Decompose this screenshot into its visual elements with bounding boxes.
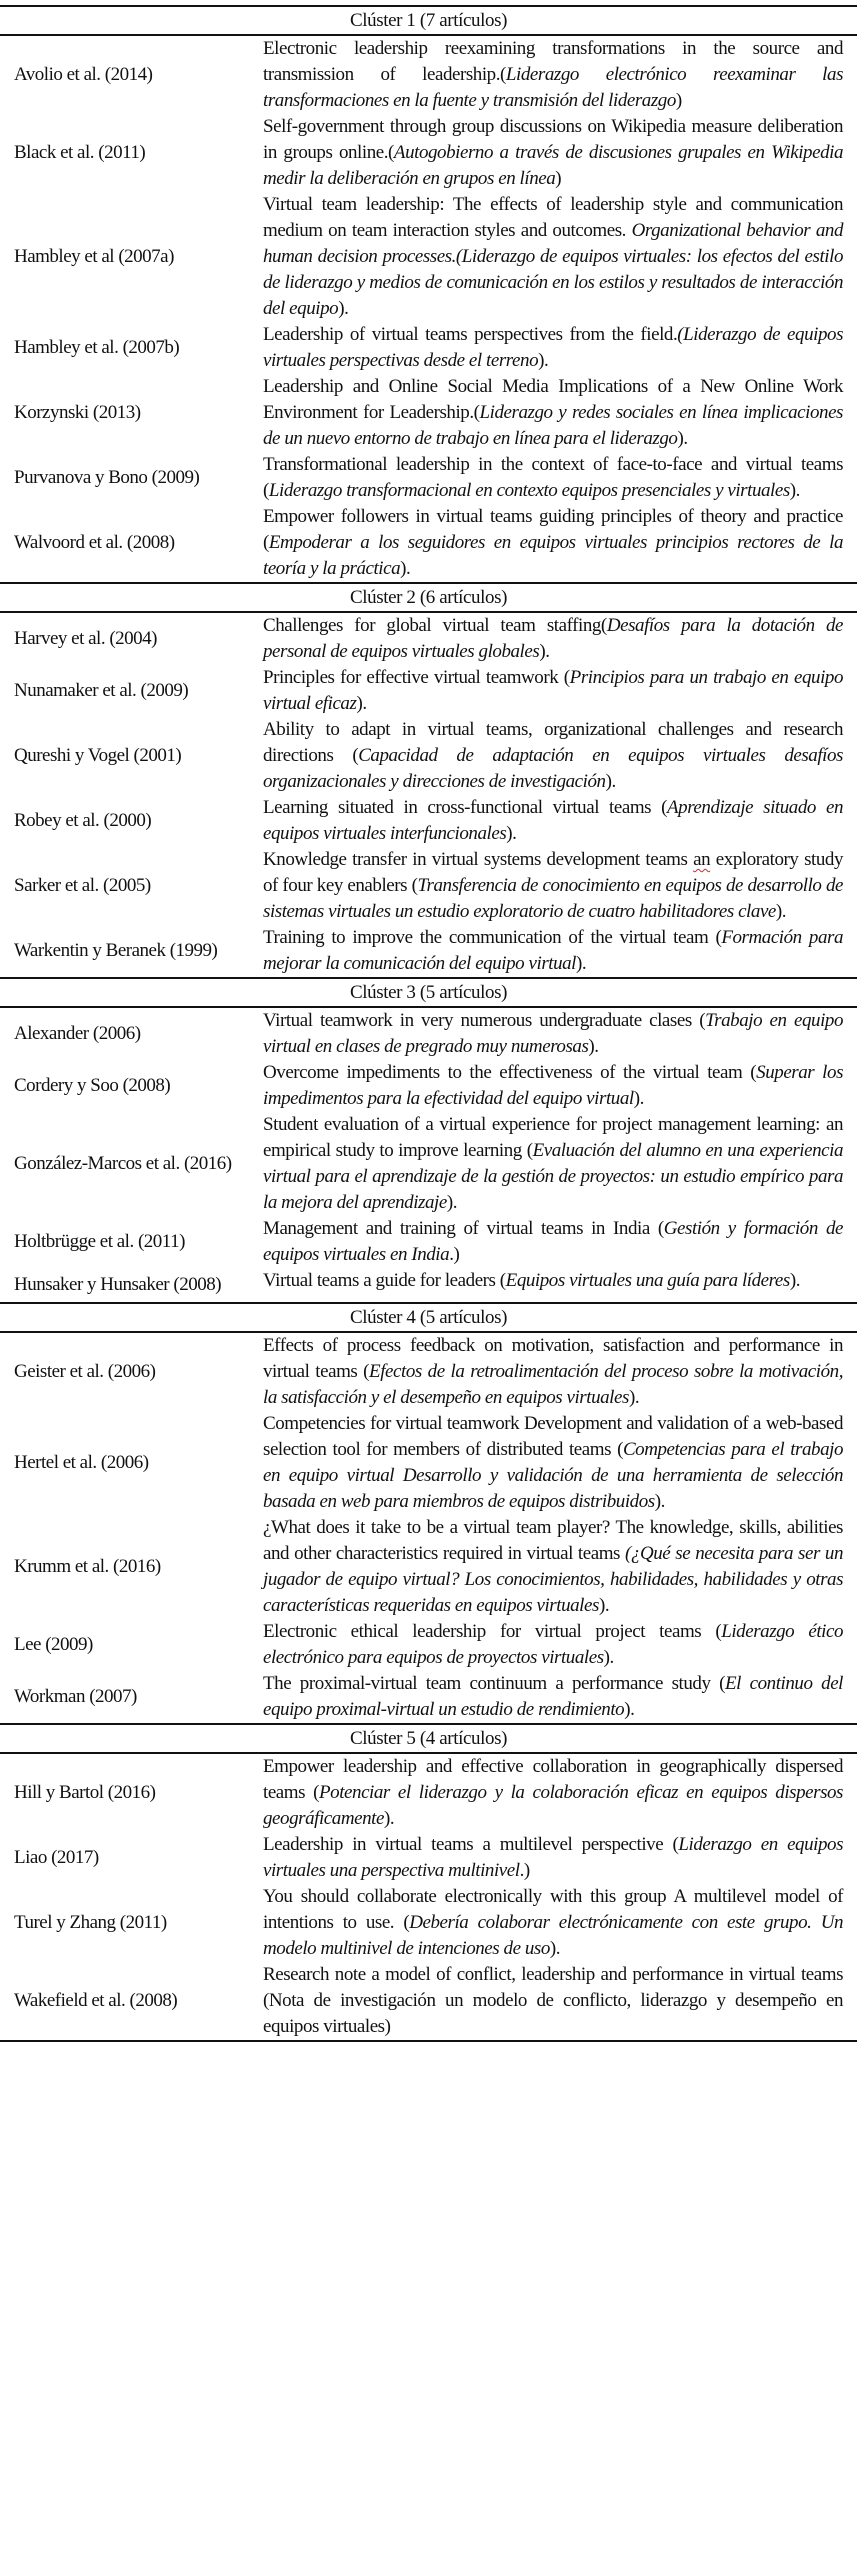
title-spanish: Liderazgo ético electrónico para equipos de proyectos virtuales (263, 1621, 844, 1668)
title-english: You should collaborate electronically with this group A multilevel model of intentions to use. ( (263, 1886, 844, 1933)
cluster-table-body (0, 6, 857, 2041)
title-tail: ). (588, 1036, 599, 1057)
article-author: Lee (2009) (14, 1634, 93, 1655)
article-row (0, 795, 857, 847)
article-title (257, 452, 857, 504)
article-title (257, 847, 857, 925)
article-row (0, 665, 857, 717)
title-spanish: Competencias para el trabajo en equipo virtual Desarrollo y validación de una herramienta de selección basada en web para miembros de equipos distribuidos (263, 1439, 844, 1512)
article-row (0, 925, 857, 978)
article-row (0, 192, 857, 322)
title-tail: .) (519, 1860, 530, 1881)
title-tail: ). (677, 428, 688, 449)
title-tail: ). (605, 771, 616, 792)
title-english: The proximal-virtual team continuum a performance study ( (263, 1673, 726, 1694)
title-spanish: Principios para un trabajo en equipo virtual eficaz (263, 667, 844, 714)
title-spanish: Trabajo en equipo virtual en clases de pregrado muy numerosas (263, 1010, 844, 1057)
article-author: Avolio et al. (2014) (14, 64, 153, 85)
article-row (0, 1007, 857, 1060)
title-tail: ). (775, 901, 787, 922)
article-author: Korzynski (2013) (14, 402, 141, 423)
article-author: Hill y Bartol (2016) (14, 1782, 156, 1803)
cluster-table (0, 5, 857, 2042)
article-author: Turel y Zhang (2011) (14, 1912, 167, 1933)
article-title (257, 1832, 857, 1884)
title-english: Electronic leadership reexamining transformations in the source and transmission of leadership.( (263, 38, 844, 85)
article-author: Robey et al. (2000) (14, 810, 152, 831)
title-tail: ). (789, 480, 800, 501)
title-tail: ). (654, 1491, 665, 1512)
title-english: Challenges for global virtual team staffing( (263, 615, 607, 636)
title-spanish: Debería colaborar electrónicamente con este grupo. Un modelo multinivel de intenciones de uso (263, 1912, 844, 1959)
title-english: Ability to adapt in virtual teams, organizational challenges and research directions ( (263, 719, 844, 766)
title-tail: ). (338, 298, 349, 319)
title-spanish: Equipos virtuales una guía para líderes (505, 1270, 790, 1291)
title-spanish: Autogobierno a través de discusiones grupales en Wikipedia medir la deliberación en grupos en línea (263, 142, 844, 189)
title-english: Empower leadership and effective collaboration in geographically dispersed teams ( (263, 1756, 844, 1803)
article-author: Sarker et al. (2005) (14, 875, 151, 896)
cluster-header-row (0, 1724, 857, 1753)
article-row (0, 1411, 857, 1515)
article-author: Geister et al. (2006) (14, 1361, 156, 1382)
article-title (257, 1619, 857, 1671)
cluster-header: Clúster 2 (6 artículos) (0, 583, 857, 612)
title-english: Leadership and Online Social Media Implications of a New Online Work Environment for Leadership.( (263, 376, 844, 423)
title-english: Effects of process feedback on motivation, satisfaction and performance in virtual teams ( (263, 1335, 844, 1382)
title-spanish: Liderazgo electrónico reexaminar las transformaciones en la fuente y transmisión del liderazgo (263, 64, 844, 111)
article-row (0, 1060, 857, 1112)
title-english-pre: Knowledge transfer in virtual systems development teams (263, 849, 694, 870)
article-title (257, 1753, 857, 1832)
cluster-header-row (0, 6, 857, 35)
title-spanish: Aprendizaje situado en equipos virtuales interfuncionales (263, 797, 843, 844)
article-title (257, 665, 857, 717)
article-row (0, 612, 857, 665)
title-english: ¿What does it take to be a virtual team player? The knowledge, skills, abilities and other characteristics required in virtual teams (263, 1517, 844, 1564)
cluster-header: Clúster 1 (7 artículos) (0, 6, 857, 35)
title-spanish: Liderazgo transformacional en contexto equipos presenciales y virtuales (268, 480, 790, 501)
article-author: Hertel et al. (2006) (14, 1452, 149, 1473)
title-tail: ). (598, 1595, 610, 1616)
title-spanish: Desafíos para la dotación de personal de equipos virtuales globales (263, 615, 844, 662)
title-english: Electronic ethical leadership for virtual project teams ( (263, 1621, 722, 1642)
article-row (0, 1515, 857, 1619)
title-tail: ). (603, 1647, 614, 1668)
title-spanish: Superar los impedimentos para la efectividad del equipo virtual (263, 1062, 844, 1109)
article-author: Nunamaker et al. (2009) (14, 680, 189, 701)
title-tail: ). (538, 350, 549, 371)
title-tail: ). (400, 558, 411, 579)
article-row (0, 452, 857, 504)
article-author: Purvanova y Bono (2009) (14, 467, 200, 488)
article-row (0, 1112, 857, 1216)
title-spanish: Transferencia de conocimiento en equipos de desarrollo de sistemas virtuales un estudio exploratorio de cuatro habilitadores clave (263, 875, 844, 922)
title-tail: ). (383, 1808, 395, 1829)
article-row (0, 374, 857, 452)
title-english: exploratory study of four key enablers ( (263, 849, 844, 896)
article-title (257, 925, 857, 978)
article-title (257, 322, 857, 374)
article-author: Black et al. (2011) (14, 142, 146, 163)
title-tail: ). (633, 1088, 644, 1109)
article-author: González-Marcos et al. (2016) (14, 1153, 232, 1174)
article-title (257, 795, 857, 847)
title-spanish: Potenciar el liderazgo y la colaboración eficaz en equipos dispersos geográficamente (263, 1782, 844, 1829)
cluster-header-row (0, 978, 857, 1007)
title-spanish: Liderazgo y redes sociales en línea implicaciones de un nuevo entorno de trabajo en línea para el liderazgo (263, 402, 844, 449)
article-row (0, 1753, 857, 1832)
title-tail: ). (506, 823, 517, 844)
title-tail: ). (624, 1699, 635, 1720)
article-author: Hambley et al (2007a) (14, 246, 174, 267)
cluster-header: Clúster 5 (4 artículos) (0, 1724, 857, 1753)
article-title (257, 504, 857, 583)
title-english: Self-government through group discussions on Wikipedia measure deliberation in groups online.( (263, 116, 844, 163)
article-row (0, 114, 857, 192)
article-row (0, 1962, 857, 2041)
title-tail: ). (356, 693, 367, 714)
cluster-header: Clúster 4 (5 artículos) (0, 1303, 857, 1332)
spellcheck-flagged-word[interactable]: an (693, 849, 711, 870)
article-author: Wakefield et al. (2008) (0, 1962, 257, 2041)
title-spanish: (Liderazgo de equipos virtuales perspectivas desde el terreno (263, 324, 844, 371)
title-english: Principles for effective virtual teamwork ( (263, 667, 570, 688)
article-author: Hunsaker y Hunsaker (2008) (14, 1274, 222, 1295)
cluster-header-row (0, 583, 857, 612)
article-title (257, 1007, 857, 1060)
title-spanish: Efectos de la retroalimentación del proceso sobre la motivación, la satisfacción y el desempeño en equipos virtuales (263, 1361, 844, 1408)
article-title (257, 1411, 857, 1515)
article-row (0, 1671, 857, 1724)
title-english: Training to improve the communication of the virtual team ( (263, 927, 722, 948)
article-author: Qureshi y Vogel (2001) (14, 745, 182, 766)
title-english: Leadership in virtual teams a multilevel perspective ( (263, 1834, 679, 1855)
title-tail: ). (539, 641, 550, 662)
title-english: Competencies for virtual teamwork Development and validation of a web-based selection tool for members of distributed teams ( (263, 1413, 844, 1460)
title-spanish: Formación para mejorar la comunicación del equipo virtual (263, 927, 844, 974)
article-title (257, 35, 857, 114)
article-title (257, 1268, 857, 1303)
title-spanish: Empoderar a los seguidores en equipos virtuales principios rectores de la teoría y la práctica (263, 532, 844, 579)
article-title (257, 192, 857, 322)
title-tail: ). (549, 1938, 561, 1959)
article-title (257, 1515, 857, 1619)
article-author: Cordery y Soo (2008) (14, 1075, 171, 1096)
article-row (0, 322, 857, 374)
title-tail: ). (789, 1270, 801, 1291)
article-title (257, 374, 857, 452)
article-author: Liao (2017) (14, 1847, 99, 1868)
cluster-header: Clúster 3 (5 artículos) (0, 978, 857, 1007)
title-spanish: Evaluación del alumno en una experiencia virtual para el aprendizaje de la gestión de proyectos: un estudio empírico para la mejora del aprendizaje (263, 1140, 844, 1213)
article-title (257, 1332, 857, 1411)
article-row (0, 717, 857, 795)
article-author: Harvey et al. (2004) (14, 628, 157, 649)
article-title (257, 1962, 857, 2041)
title-tail: ) (555, 168, 562, 189)
article-row (0, 1619, 857, 1671)
title-english: Leadership of virtual teams perspectives from the field. (263, 324, 678, 345)
article-author: Krumm et al. (2016) (14, 1556, 161, 1577)
title-english: Management and training of virtual teams in India ( (263, 1218, 664, 1239)
article-author: Hambley et al. (2007b) (14, 337, 180, 358)
title-english: Virtual teams a guide for leaders ( (263, 1270, 506, 1291)
article-title (257, 1884, 857, 1962)
article-title (257, 612, 857, 665)
title-spanish: Capacidad de adaptación en equipos virtuales desafíos organizacionales y direcciones de investigación (263, 745, 844, 792)
title-spanish: Gestión y formación de equipos virtuales en India (263, 1218, 844, 1265)
title-spanish: (¿Qué se necesita para ser un jugador de equipo virtual? Los conocimientos, habilidades, habilidades y otras características requeridas en equipos virtuales (263, 1543, 844, 1616)
article-author: Walvoord et al. (2008) (14, 532, 175, 553)
title-tail: ). (628, 1387, 640, 1408)
article-author: Holtbrügge et al. (2011) (14, 1231, 185, 1252)
article-author: Workman (2007) (14, 1686, 137, 1707)
article-title (257, 1216, 857, 1268)
article-row (0, 1332, 857, 1411)
title-english: Student evaluation of a virtual experience for project management learning: an empirical study to improve learning ( (263, 1114, 844, 1161)
article-row (0, 847, 857, 925)
article-row (0, 1884, 857, 1962)
title-english: Virtual teamwork in very numerous undergraduate clases ( (263, 1010, 706, 1031)
cluster-header-row (0, 1303, 857, 1332)
article-title (257, 114, 857, 192)
title-tail: ) (675, 90, 682, 111)
article-title (257, 1060, 857, 1112)
article-title (257, 717, 857, 795)
article-author: Alexander (2006) (14, 1023, 141, 1044)
article-row (0, 1268, 857, 1303)
title-english: Virtual team leadership: The effects of leadership style and communication medium on team interaction styles and outcomes. (263, 194, 844, 241)
title-english: Transformational leadership in the context of face-to-face and virtual teams ( (263, 454, 844, 501)
title-tail: ). (576, 953, 587, 974)
article-row (0, 1832, 857, 1884)
article-author: Warkentin y Beranek (1999) (14, 940, 218, 961)
title-tail: .) (449, 1244, 460, 1265)
title-tail: ). (446, 1192, 458, 1213)
title-english: Research note a model of conflict, leadership and performance in virtual teams (Nota de investigación un modelo de conflicto, liderazgo y desempeño en equipos virtuales) (263, 1964, 844, 2037)
title-spanish: Liderazgo en equipos virtuales una perspectiva multinivel (263, 1834, 844, 1881)
article-row (0, 504, 857, 583)
title-english: Empower followers in virtual teams guiding principles of theory and practice ( (263, 506, 844, 553)
article-row (0, 35, 857, 114)
title-spanish: Organizational behavior and human decision processes.(Liderazgo de equipos virtuales: los efectos del estilo de liderazgo y medios de comunicación en los estilos y resultados de interacción del equipo (263, 220, 844, 319)
article-title (257, 1671, 857, 1724)
title-spanish: El continuo del equipo proximal-virtual un estudio de rendimiento (263, 1673, 844, 1720)
article-row (0, 1216, 857, 1268)
article-title (257, 1112, 857, 1216)
title-english: Overcome impediments to the effectiveness of the virtual team ( (263, 1062, 757, 1083)
title-english: Learning situated in cross-functional virtual teams ( (263, 797, 667, 818)
